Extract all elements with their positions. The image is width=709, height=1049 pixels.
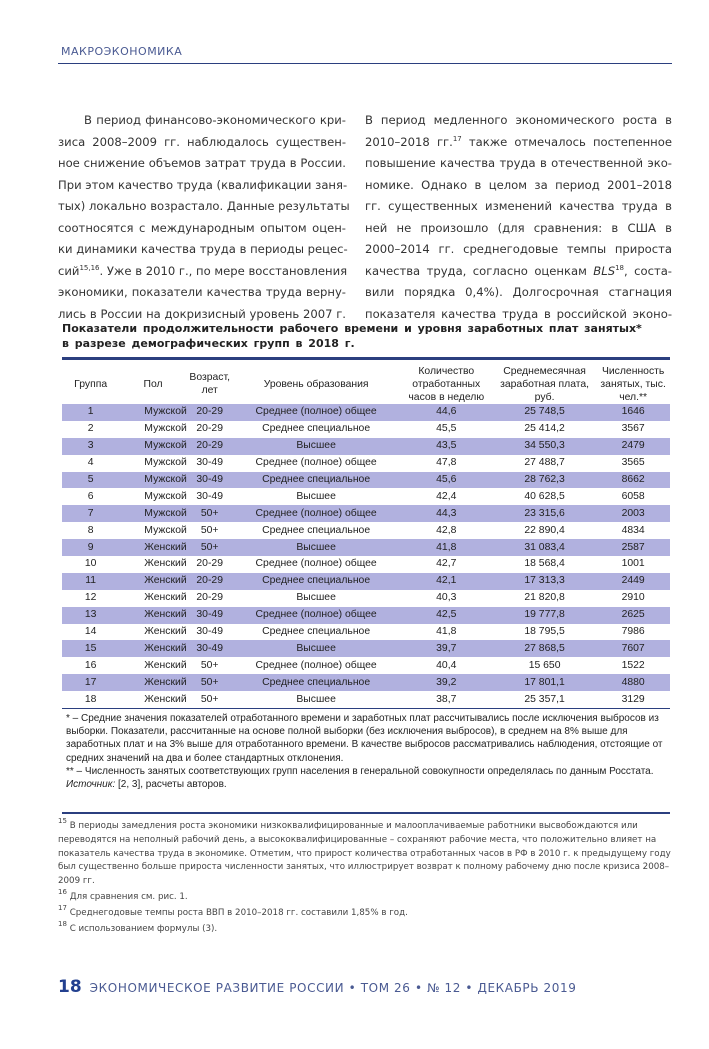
table-cell: 19 777,8 — [493, 607, 596, 624]
table-cell: 39,7 — [400, 640, 493, 657]
table-cell: Высшее — [296, 592, 336, 604]
table-cell: 41,8 — [436, 626, 457, 638]
table-cell: 2 — [87, 423, 94, 435]
page-footer — [58, 977, 576, 997]
body-column-left — [58, 110, 350, 325]
table-cell: 30-49 — [187, 640, 233, 657]
column-header: Количество отработанных часов в неделю — [408, 365, 485, 403]
table-cell: Женский — [119, 674, 186, 691]
footnote-text: Среднегодовые темпы роста ВВП в 2010–2018 гг. составили 1,85% в год. — [69, 907, 408, 918]
text-fragment: BLS — [593, 263, 616, 278]
table-cell: 3 — [62, 438, 119, 455]
table-cell: 39,2 — [400, 674, 493, 691]
table-cell: 4834 — [621, 524, 645, 536]
table-row — [62, 590, 670, 607]
table-cell: 1522 — [621, 659, 645, 671]
text-fragment: 2010–2018 гг. — [365, 134, 453, 149]
table-cell: 11 — [62, 573, 119, 590]
text-line: 2000–2014 гг. среднегодовые темпы прироста — [365, 242, 672, 256]
text-line: ней не произошло (для сравнения: в США в — [365, 220, 672, 235]
table-row — [62, 556, 670, 573]
table-cell: 20-29 — [196, 558, 223, 570]
table-cell: 14 — [84, 626, 97, 638]
table-row — [62, 438, 670, 455]
table-cell: 10 — [84, 558, 97, 570]
text-line: В период финансово-экономического кри- — [84, 113, 346, 127]
footnote-text: В периоды замедления роста экономики низкоквалифицированные и малооплачиваемые работники высвобождаются или переводятся на неполный рабочий день, а высококвалифицированные – сохраняют рабочие места, что положительно влияет на показатель качества труда в экономике. Отметим, что прирост количества отработанных часов в РФ в 2010 г. к предыдущему году был существенно больше прироста численности занятых, что иллюстрирует возврат к полному рабочему дню после кризиса 2008–2009 гг. — [58, 821, 671, 887]
footnote-ref[interactable]: 15,16 — [79, 263, 100, 272]
text-line: экономики, показатели качества труда верну- — [58, 285, 346, 299]
table-cell: Высшее — [296, 490, 336, 502]
table-cell: 20-29 — [196, 423, 223, 435]
table-cell: 25 748,5 — [493, 404, 596, 421]
table-cell: Мужской — [144, 524, 187, 536]
table-cell: 13 — [62, 607, 119, 624]
text-line: повышение качества труда в отечественной эко- — [365, 156, 672, 170]
table-row — [62, 539, 670, 556]
table-cell: 20-29 — [187, 573, 233, 590]
data-table — [62, 364, 670, 708]
table-cell: Среднее (полное) общее — [255, 659, 377, 671]
table-cell: 44,3 — [400, 505, 493, 522]
table-cell: Среднее специальное — [262, 626, 371, 638]
column-header: Уровень образования — [263, 378, 369, 390]
footnote-text: Для сравнения см. рис. 1. — [69, 891, 188, 902]
table-cell: 2003 — [596, 505, 670, 522]
table-notes — [66, 712, 666, 791]
table-body — [62, 404, 670, 708]
table-cell: 18 795,5 — [524, 626, 565, 638]
page-number: 18 — [58, 977, 82, 997]
table-cell: 28 762,3 — [493, 472, 596, 489]
table-source — [66, 778, 666, 791]
footnote-number: 18 — [58, 919, 67, 928]
table-title-line: в разрезе демографических групп в 2018 г. — [62, 337, 355, 350]
table-cell: 15 650 — [528, 659, 561, 671]
table-note: * – Средние значения показателей отработанного времени и заработных плат рассчитывались после исключения выбросов из выборки. Показатели, рассчитанные на основе полной выборки (без исключения выбросов), в среднем на 8% выше для заработных плат и на 3% выше для отработанного времени. В качестве выбросов рассматривались наблюдения, отстоящие от средних значений на два и более стандартных отклонения. — [66, 713, 663, 764]
text-line: номике. Однако в целом за период 2001–2018 — [365, 177, 672, 192]
table-cell: Мужской — [119, 438, 186, 455]
table-cell: 21 820,8 — [524, 592, 565, 604]
table-cell: 20-29 — [187, 438, 233, 455]
footnote-number: 16 — [58, 887, 67, 896]
table-row — [62, 472, 670, 489]
text-fragment: сий — [58, 263, 80, 278]
text-fragment: , соста- — [624, 263, 672, 278]
table-cell: 6058 — [621, 490, 645, 502]
table-cell: Высшее — [233, 438, 400, 455]
text-fragment: также отмечалось постепенное — [461, 134, 672, 149]
table-cell: 40,4 — [436, 659, 457, 671]
text-line: показателя качества труда в российской эконо- — [365, 306, 672, 321]
table-cell: Женский — [119, 573, 186, 590]
footnote-number: 15 — [58, 817, 67, 825]
table-cell: 4880 — [596, 674, 670, 691]
table-cell: Женский — [144, 626, 187, 638]
table-cell: 17 — [62, 674, 119, 691]
table-cell: Среднее (полное) общее — [255, 457, 377, 469]
table-row — [62, 624, 670, 641]
table-cell: 17 313,3 — [493, 573, 596, 590]
table-cell: 2625 — [596, 607, 670, 624]
table-header-row — [62, 364, 670, 404]
table-row — [62, 691, 670, 708]
source-text: [2, 3], расчеты авторов. — [115, 779, 227, 791]
table-cell: 15 — [62, 640, 119, 657]
section-header: МАКРОЭКОНОМИКА — [61, 45, 183, 58]
table-cell: 43,5 — [400, 438, 493, 455]
table-cell: 2449 — [596, 573, 670, 590]
table-cell: 7607 — [596, 640, 670, 657]
text-line: зиса 2008–2009 гг. наблюдалось существен- — [58, 134, 346, 149]
footnote-ref[interactable]: 18 — [615, 263, 624, 272]
table-row — [62, 640, 670, 657]
table-cell: 3567 — [621, 423, 645, 435]
table-cell: 50+ — [187, 505, 233, 522]
table-cell: 30-49 — [196, 457, 223, 469]
table-cell: 25 414,2 — [524, 423, 565, 435]
source-label: Источник: — [66, 779, 116, 791]
table-cell: Высшее — [233, 539, 400, 556]
table-cell: Мужской — [144, 457, 187, 469]
table-cell: 12 — [84, 592, 97, 604]
column-header: Пол — [143, 378, 163, 390]
table-cell: Женский — [144, 558, 187, 570]
table-cell: Среднее специальное — [262, 423, 371, 435]
text-line: ки динамики качества труда в периоды рецес- — [58, 242, 348, 256]
table-cell: Женский — [119, 539, 186, 556]
table-cell: 20-29 — [196, 592, 223, 604]
table-cell: Среднее специальное — [233, 472, 400, 489]
footnote-number: 17 — [58, 903, 67, 912]
table-cell: Мужской — [144, 490, 187, 502]
table-row — [62, 607, 670, 624]
table-cell: Среднее специальное — [262, 524, 371, 536]
body-column-right — [365, 110, 672, 325]
table-cell: 27 868,5 — [493, 640, 596, 657]
table-cell: Среднее (полное) общее — [233, 404, 400, 421]
table-cell: 18 — [84, 693, 97, 705]
table-cell: 42,1 — [400, 573, 493, 590]
table-cell: 42,4 — [436, 490, 457, 502]
table-top-rule — [62, 357, 670, 360]
text-line — [365, 261, 672, 283]
table-row — [62, 455, 670, 472]
table-cell: 40,3 — [436, 592, 457, 604]
table-cell: 5 — [62, 472, 119, 489]
table-cell: 40 628,5 — [524, 490, 565, 502]
text-line: лись в России на докризисный уровень 2007 г. — [58, 306, 346, 321]
footnote — [58, 887, 672, 905]
table-cell: 50+ — [187, 539, 233, 556]
table-cell: 4 — [87, 457, 94, 469]
table-cell: Мужской — [119, 505, 186, 522]
text-line: В период медленного экономического роста в — [365, 113, 672, 127]
table-cell: 45,6 — [400, 472, 493, 489]
table-cell: 42,5 — [400, 607, 493, 624]
table-cell: 27 488,7 — [524, 457, 565, 469]
table-cell: 42,8 — [436, 524, 457, 536]
table-cell: 44,6 — [400, 404, 493, 421]
text-line: гг. существенных изменений качества труда в — [365, 199, 672, 213]
table-cell: Мужской — [119, 472, 186, 489]
table-cell: Мужской — [144, 423, 187, 435]
table-cell: Женский — [119, 640, 186, 657]
text-line: ное снижение объемов затрат труда в России. — [58, 156, 346, 170]
table-cell: 1001 — [621, 558, 645, 570]
table-cell: 30-49 — [187, 472, 233, 489]
table-row — [62, 505, 670, 522]
table-cell: 23 315,6 — [493, 505, 596, 522]
table-cell: Высшее — [296, 693, 336, 705]
table-cell: 2910 — [621, 592, 645, 604]
table-cell: 3565 — [621, 457, 645, 469]
table-cell: 9 — [62, 539, 119, 556]
notes-divider — [62, 812, 670, 814]
table-cell: 45,5 — [436, 423, 457, 435]
table-title — [62, 321, 642, 351]
table-bottom-rule — [62, 708, 670, 709]
table-cell: Женский — [144, 693, 187, 705]
table-cell: Женский — [144, 659, 187, 671]
table-cell: 6 — [87, 490, 94, 502]
text-line: соотносятся с международным опытом оцен- — [58, 220, 346, 235]
table-cell: 50+ — [200, 693, 219, 705]
table-cell: 7986 — [621, 626, 645, 638]
table-row — [62, 674, 670, 691]
text-line: При этом качество труда (квалификации заня- — [58, 177, 348, 192]
table-cell: 3129 — [621, 693, 645, 705]
table-note: ** – Численность занятых соответствующих групп населения в генеральной совокупности определялась по данным Росстата. — [66, 765, 654, 777]
table-row — [62, 522, 670, 539]
table-cell: Женский — [119, 607, 186, 624]
table-cell: 17 801,1 — [493, 674, 596, 691]
table-cell: Среднее (полное) общее — [233, 505, 400, 522]
table-cell: 2587 — [596, 539, 670, 556]
column-header: Среднемесячная заработная плата, руб. — [500, 365, 590, 403]
table-cell: Среднее (полное) общее — [255, 558, 377, 570]
table-cell: 42,7 — [436, 558, 457, 570]
table-cell: 18 568,4 — [524, 558, 565, 570]
footnote — [58, 817, 672, 889]
text-line — [58, 261, 346, 283]
table-cell: 34 550,3 — [493, 438, 596, 455]
table-cell: 2479 — [596, 438, 670, 455]
table-cell: Женский — [144, 592, 187, 604]
table-cell: Среднее (полное) общее — [233, 607, 400, 624]
footnotes — [58, 817, 672, 938]
table-title-line: Показатели продолжительности рабочего времени и уровня заработных плат занятых* — [62, 322, 642, 335]
text-line — [365, 132, 672, 154]
table-row — [62, 404, 670, 421]
text-line: вили порядка 0,4%). Долгосрочная стагнация — [365, 285, 672, 299]
text-line: тых) локально возрастало. Данные результаты — [58, 199, 350, 213]
table-cell: Мужской — [119, 404, 186, 421]
table-cell: 31 083,4 — [493, 539, 596, 556]
table-cell: Среднее специальное — [233, 674, 400, 691]
table-cell: 8 — [87, 524, 94, 536]
text-fragment: качества труда, согласно оценкам — [365, 263, 594, 278]
table-row — [62, 657, 670, 674]
table-cell: 38,7 — [436, 693, 457, 705]
table-cell: 16 — [84, 659, 97, 671]
table-cell: 1646 — [596, 404, 670, 421]
footnote-ref[interactable]: 17 — [452, 134, 462, 143]
header-divider — [58, 63, 672, 64]
table-cell: 1 — [62, 404, 119, 421]
table-cell: 22 890,4 — [524, 524, 565, 536]
table-cell: 47,8 — [436, 457, 457, 469]
table-cell: 30-49 — [196, 626, 223, 638]
column-header: Группа — [74, 378, 108, 390]
table-row — [62, 421, 670, 438]
table-cell: 25 357,1 — [524, 693, 565, 705]
column-header: Возраст, лет — [189, 372, 230, 396]
table-cell: 50+ — [200, 524, 219, 536]
table-cell: 50+ — [200, 659, 219, 671]
footnote — [58, 903, 672, 921]
text-fragment: . Уже в 2010 г., по мере восстановления — [99, 263, 348, 278]
table-cell: 8662 — [596, 472, 670, 489]
table-cell: Высшее — [233, 640, 400, 657]
table-cell: 30-49 — [187, 607, 233, 624]
table-cell: 7 — [62, 505, 119, 522]
journal-info: ЭКОНОМИЧЕСКОЕ РАЗВИТИЕ РОССИИ • ТОМ 26 • № 12 • ДЕКАБРЬ 2019 — [89, 981, 577, 995]
column-header: Численность занятых, тыс. чел.** — [600, 365, 666, 403]
footnote-text: С использованием формулы (3). — [69, 923, 218, 934]
table-row — [62, 573, 670, 590]
footnote — [58, 919, 672, 937]
table-cell: 30-49 — [196, 490, 223, 502]
table-cell: 50+ — [187, 674, 233, 691]
table-cell: 20-29 — [187, 404, 233, 421]
table-cell: Среднее специальное — [233, 573, 400, 590]
table-row — [62, 488, 670, 505]
table-cell: 41,8 — [400, 539, 493, 556]
